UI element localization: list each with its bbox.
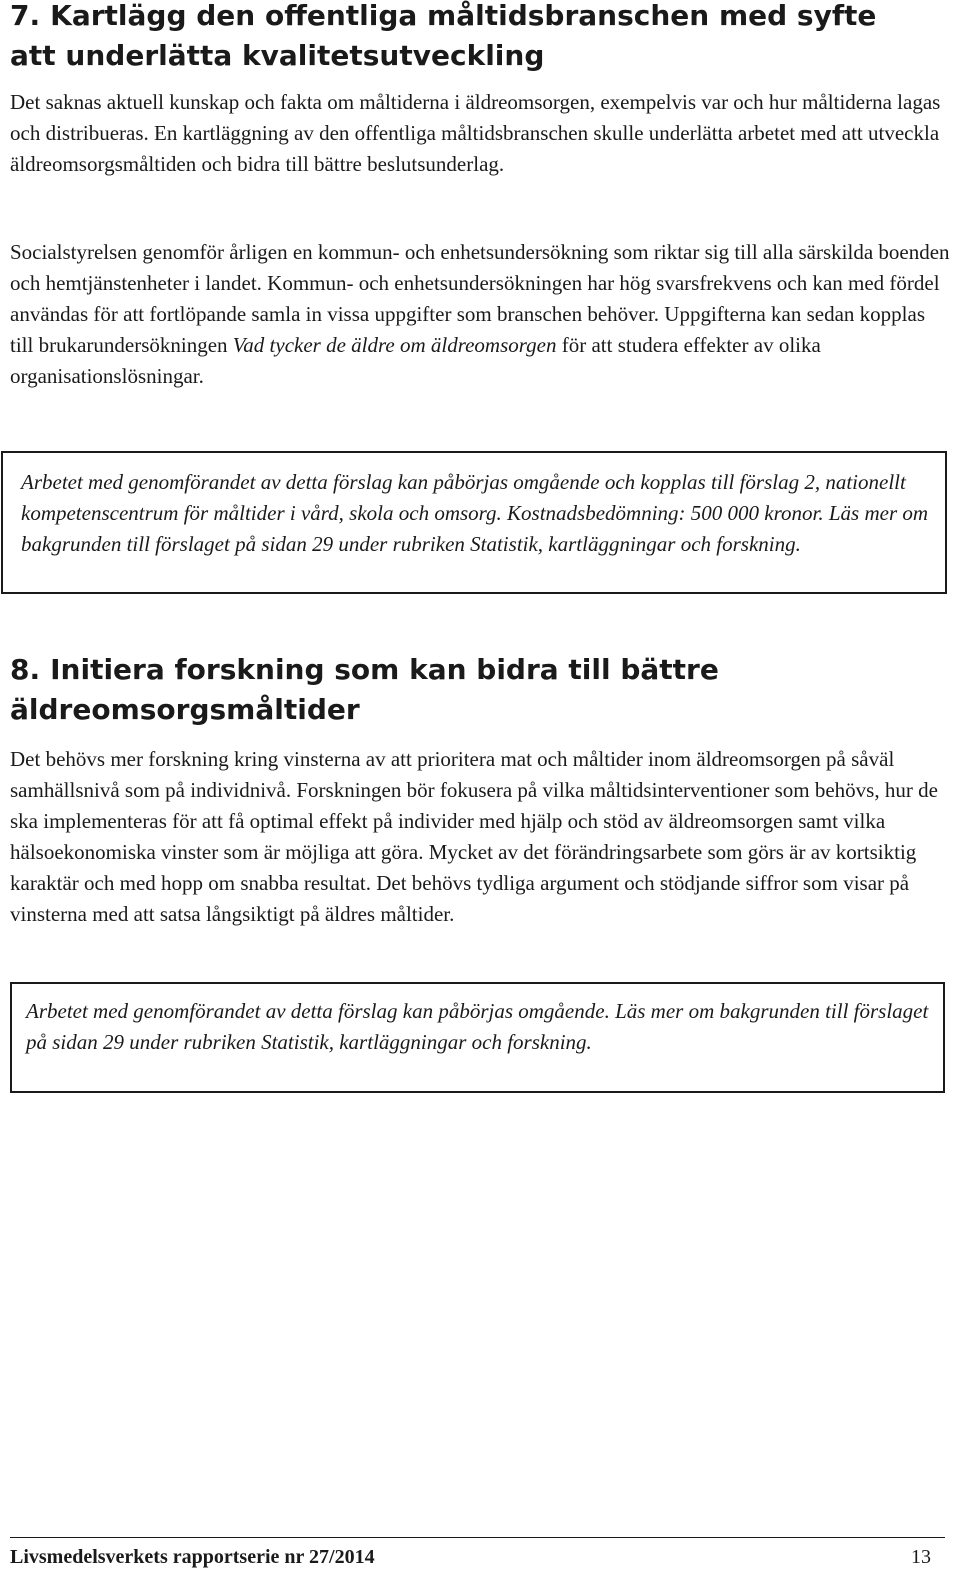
survey-title: Vad tycker de äldre om äldreomsorgen <box>232 333 557 357</box>
section-8-heading <box>10 650 890 730</box>
section-7-heading <box>10 0 910 76</box>
section-8-title: Initiera forskning som kan bidra till bättre äldreomsorgsmåltider <box>10 653 719 726</box>
section-7-paragraph-2 <box>10 237 952 392</box>
section-7-paragraph-2-end: för att studera effekter av olika organisationslösningar. <box>10 333 821 388</box>
section-8-number: 8. <box>10 653 41 686</box>
section-7-title: Kartlägg den offentliga måltidsbranschen med syfte att underlätta kvalitetsutveckling <box>10 0 877 72</box>
section-8-proposal-text: Arbetet med genomförandet av detta förslag kan påbörjas omgående. Läs mer om bakgrunden till förslaget på sidan 29 under rubriken Statistik, kartläggningar och forskning. <box>26 999 929 1054</box>
section-7-proposal-box <box>1 451 947 594</box>
section-7-paragraph-1: Det saknas aktuell kunskap och fakta om måltiderna i äldreomsorgen, exempelvis var och hur måltiderna lagas och distribueras. En kartläggning av den offentliga måltidsbranschen skulle underlätta arbetet med att utveckla äldreomsorgsmåltiden och bidra till bättre beslutsunderlag. <box>10 90 941 176</box>
section-8-paragraph-1: Det behövs mer forskning kring vinsterna av att prioritera mat och måltider inom äldreomsorgen på såväl samhällsnivå som på individnivå. Forskningen bör fokusera på vilka måltidsinterventioner som behövs, hur de ska implementeras för att få optimal effekt på individer med hjälp och stöd av äldreomsorgen samt vilka hälsoekonomiska vinster som är möjliga att göra. Mycket av det förändringsarbete som görs är av kortsiktig karaktär och med hopp om snabba resultat. Det behövs tydliga argument och stödjande siffror som visar på vinsterna med att satsa långsiktigt på äldres måltider. <box>10 747 938 926</box>
section-7-proposal-text: Arbetet med genomförandet av detta förslag kan påbörjas omgående och kopplas till förslag 2, nationellt kompetenscentrum för måltider i vård, skola och omsorg. Kostnadsbedömning: 500 000 kronor. Läs mer om bakgrunden till förslaget på sidan 29 under rubriken Statistik, kartläggningar och forskning. <box>21 470 929 556</box>
section-7-paragraph-2-start: Socialstyrelsen genomför årligen en kommun- och enhetsundersökning som riktar sig till alla särskilda boenden och hemtjänstenheter i landet. Kommun- och enhetsundersökningen har hög svarsfrekvens och kan med fördel användas för att fortlöpande samla in vissa uppgifter som branschen behöver. Uppgifterna kan sedan kopplas till brukarundersökningen <box>10 240 950 357</box>
section-8-proposal-box <box>10 982 945 1093</box>
section-7-number: 7. <box>10 0 41 32</box>
report-series: Livsmedelsverkets rapportserie nr 27/2014 <box>10 1546 375 1568</box>
page-number: 13 <box>911 1546 931 1568</box>
page-footer <box>10 1537 945 1570</box>
